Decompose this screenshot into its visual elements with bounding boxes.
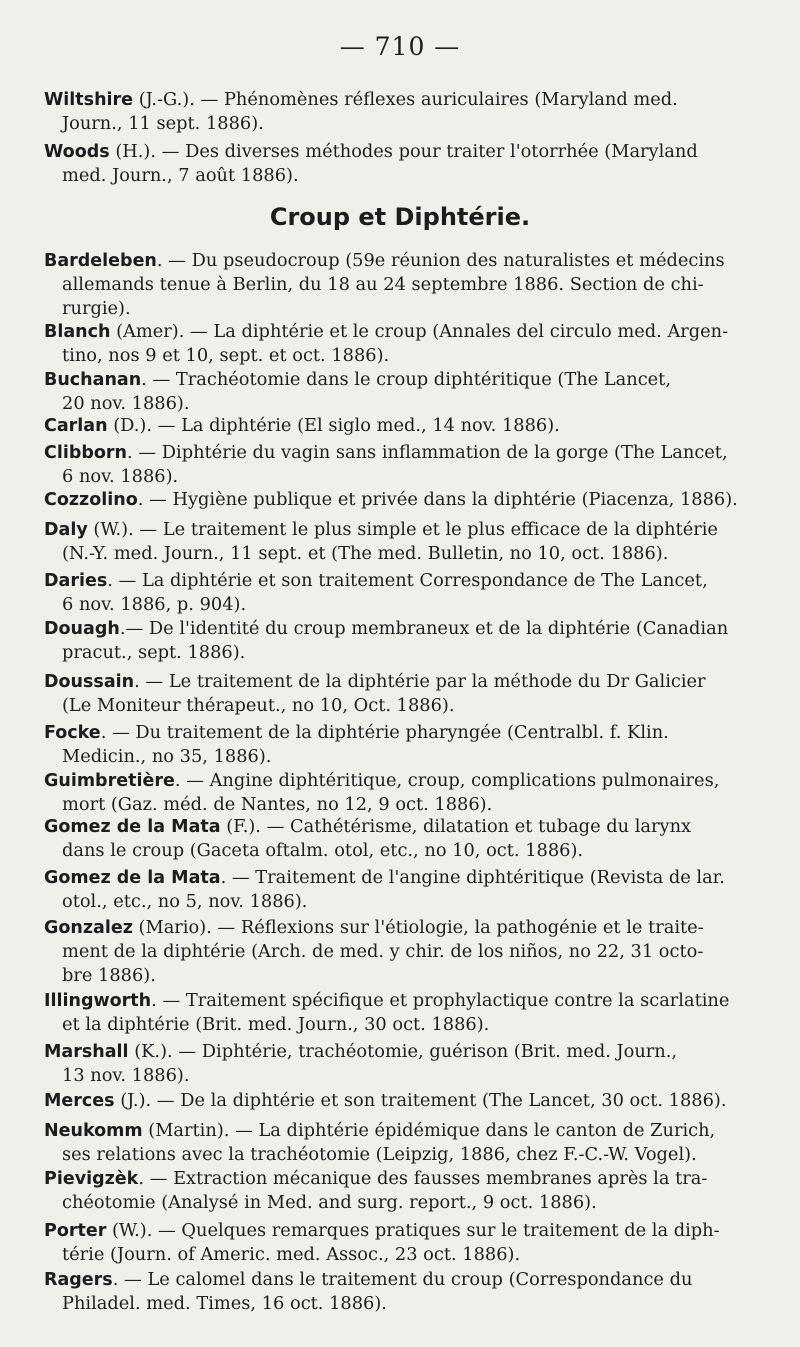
- entry-author: Woods: [44, 142, 110, 162]
- entry-line: [44, 140, 764, 164]
- entry-text: (Mario). — Réflexions sur l'étiologie, la pathogénie et le traite-: [132, 917, 704, 938]
- entry-text: . — Trachéotomie dans le croup diphtéritique (The Lancet,: [141, 369, 671, 390]
- bibliography-entry: [44, 441, 764, 489]
- entry-continuation: bre 1886).: [62, 965, 156, 986]
- entry-author: Gonzalez: [44, 918, 133, 938]
- entry-text: . — Diphtérie du vagin sans inflammation de la gorge (The Lancet,: [127, 442, 728, 463]
- entry-author: Bardeleben: [44, 251, 157, 271]
- entry-line: [44, 1268, 764, 1292]
- bibliography-entry: [44, 866, 764, 914]
- entry-text: (Martin). — La diphtérie épidémique dans le canton de Zurich,: [142, 1120, 716, 1141]
- bibliography-entry: [44, 569, 764, 617]
- entry-text: . — Le traitement de la diphtérie par la méthode du Dr Galicier: [134, 671, 706, 692]
- entry-continuation: chéotomie (Analysé in Med. and surg. report., 9 oct. 1886).: [62, 1192, 597, 1213]
- entry-line: [44, 368, 764, 392]
- entry-author: Daly: [44, 520, 88, 540]
- entry-text: . — Traitement de l'angine diphtéritique (Revista de lar.: [220, 867, 725, 888]
- entry-continuation: ses relations avec la trachéotomie (Leipzig, 1886, chez F.-C.-W. Vogel).: [62, 1144, 697, 1165]
- entry-continuation: 20 nov. 1886).: [62, 393, 190, 414]
- bibliography-entry: [44, 1119, 764, 1167]
- entry-author: Gomez de la Mata: [44, 868, 221, 888]
- entry-text: . — Extraction mécanique des fausses membranes après la tra-: [138, 1168, 708, 1189]
- entry-line: [44, 441, 764, 465]
- entry-continuation: 6 nov. 1886).: [62, 466, 179, 487]
- bibliography-entry: [44, 1167, 764, 1215]
- entry-line: [44, 320, 764, 344]
- entry-text: (F.). — Cathétérisme, dilatation et tubage du larynx: [220, 816, 692, 837]
- bibliography-entry: [44, 414, 764, 438]
- entry-line: [44, 569, 764, 593]
- entry-continuation: 6 nov. 1886, p. 904).: [62, 594, 247, 615]
- entry-author: Marshall: [44, 1042, 129, 1062]
- entry-text: (D.). — La diphtérie (El siglo med., 14 nov. 1886).: [107, 415, 560, 436]
- entry-line: [44, 721, 764, 745]
- entry-text: (W.). — Le traitement le plus simple et le plus efficace de la diphtérie: [87, 519, 718, 540]
- entry-continuation: otol., etc., no 5, nov. 1886).: [62, 891, 308, 912]
- entry-author: Daries: [44, 571, 108, 591]
- entry-continuation: allemands tenue à Berlin, du 18 au 24 septembre 1886. Section de chi-: [62, 274, 704, 295]
- entry-line: [44, 1167, 764, 1191]
- entry-continuation: 13 nov. 1886).: [62, 1065, 190, 1086]
- entry-continuation: ment de la diphtérie (Arch. de med. y chir. de los niños, no 22, 31 octo-: [62, 941, 704, 962]
- entry-line: [44, 1219, 764, 1243]
- entry-author: Porter: [44, 1221, 107, 1241]
- bibliography-entry: [44, 769, 764, 817]
- bibliography-entry: [44, 140, 764, 188]
- bibliography-entry: [44, 1219, 764, 1267]
- entry-author: Wiltshire: [44, 90, 134, 110]
- entry-text: (W.). — Quelques remarques pratiques sur le traitement de la diph-: [106, 1220, 720, 1241]
- entry-continuation: térie (Journ. of Americ. med. Assoc., 23 oct. 1886).: [62, 1244, 521, 1265]
- entry-line: [44, 518, 764, 542]
- entry-continuation: mort (Gaz. méd. de Nantes, no 12, 9 oct. 1886).: [62, 794, 493, 815]
- entry-continuation: (Le Moniteur thérapeut., no 10, Oct. 1886).: [62, 695, 455, 716]
- entry-line: [44, 989, 764, 1013]
- entry-continuation: pracut., sept. 1886).: [62, 642, 246, 663]
- bibliography-entry: [44, 88, 764, 136]
- bibliography-entry: [44, 518, 764, 566]
- bibliography-entry: [44, 670, 764, 718]
- entry-author: Doussain: [44, 672, 135, 692]
- entry-author: Carlan: [44, 416, 108, 436]
- entry-text: . — Traitement spécifique et prophylactique contre la scarlatine: [151, 990, 730, 1011]
- entry-line: [44, 815, 764, 839]
- entry-continuation: med. Journ., 7 août 1886).: [62, 165, 299, 186]
- entry-text: . — Du traitement de la diphtérie pharyngée (Centralbl. f. Klin.: [100, 722, 669, 743]
- entry-line: [44, 1119, 764, 1143]
- bibliography-entry: [44, 320, 764, 368]
- entry-text: .— De l'identité du croup membraneux et de la diphtérie (Canadian: [119, 618, 729, 639]
- bibliography-entry: [44, 1089, 764, 1113]
- entry-author: Merces: [44, 1091, 115, 1111]
- entry-line: [44, 916, 764, 940]
- entry-text: . — Du pseudocroup (59e réunion des naturalistes et médecins: [156, 250, 725, 271]
- bibliography-entry: [44, 1268, 764, 1316]
- entry-author: Douagh: [44, 619, 120, 639]
- entry-text: (H.). — Des diverses méthodes pour traiter l'otorrhée (Maryland: [109, 141, 698, 162]
- bibliography-entry: [44, 1040, 764, 1088]
- entry-text: . — Le calomel dans le traitement du croup (Correspondance du: [112, 1269, 693, 1290]
- entry-author: Clibborn: [44, 443, 128, 463]
- bibliography-entry: [44, 815, 764, 863]
- entry-line: [44, 1040, 764, 1064]
- entry-author: Neukomm: [44, 1121, 143, 1141]
- entry-continuation: dans le croup (Gaceta oftalm. otol, etc., no 10, oct. 1886).: [62, 840, 584, 861]
- entry-text: . — La diphtérie et son traitement Correspondance de The Lancet,: [107, 570, 708, 591]
- entry-line: [44, 249, 764, 273]
- entry-line: [44, 1089, 764, 1113]
- entry-text: . — Angine diphtéritique, croup, complications pulmonaires,: [174, 770, 720, 791]
- entry-line: [44, 88, 764, 112]
- entry-author: Illingworth: [44, 991, 152, 1011]
- entry-line: [44, 769, 764, 793]
- bibliography-entry: [44, 249, 764, 321]
- entry-continuation: Philadel. med. Times, 16 oct. 1886).: [62, 1293, 387, 1314]
- bibliography-entry: [44, 368, 764, 416]
- entry-line: [44, 414, 764, 438]
- entry-continuation: Medicin., no 35, 1886).: [62, 746, 272, 767]
- entry-text: (Amer). — La diphtérie et le croup (Annales del circulo med. Argen-: [110, 321, 729, 342]
- bibliography-entry: [44, 488, 764, 512]
- bibliography-entry: [44, 916, 764, 988]
- entry-author: Gomez de la Mata: [44, 817, 221, 837]
- entry-continuation: et la diphtérie (Brit. med. Journ., 30 oct. 1886).: [62, 1014, 490, 1035]
- entry-line: [44, 670, 764, 694]
- bibliography-entry: [44, 989, 764, 1037]
- page-number: — 710 —: [339, 32, 461, 61]
- entry-continuation: Journ., 11 sept. 1886).: [62, 113, 264, 134]
- entry-text: (K.). — Diphtérie, trachéotomie, guérison (Brit. med. Journ.,: [128, 1041, 678, 1062]
- entry-author: Guimbretière: [44, 771, 175, 791]
- entry-author: Ragers: [44, 1270, 113, 1290]
- bibliography-entry: [44, 721, 764, 769]
- section-heading: Croup et Diphtérie.: [269, 203, 531, 231]
- entry-author: Focke: [44, 723, 101, 743]
- entry-continuation: (N.-Y. med. Journ., 11 sept. et (The med. Bulletin, no 10, oct. 1886).: [62, 543, 669, 564]
- entry-author: Cozzolino: [44, 490, 138, 510]
- entry-line: [44, 488, 764, 512]
- entry-continuation: tino, nos 9 et 10, sept. et oct. 1886).: [62, 345, 390, 366]
- entry-line: [44, 866, 764, 890]
- entry-author: Pievigzèk: [44, 1169, 139, 1189]
- entry-author: Blanch: [44, 322, 111, 342]
- entry-text: (J.). — De la diphtérie et son traitement (The Lancet, 30 oct. 1886).: [114, 1090, 727, 1111]
- entry-text: . — Hygiène publique et privée dans la diphtérie (Piacenza, 1886).: [137, 489, 738, 510]
- entry-author: Buchanan: [44, 370, 142, 390]
- entry-text: (J.-G.). — Phénomènes réflexes auriculaires (Maryland med.: [133, 89, 678, 110]
- entry-continuation: rurgie).: [62, 298, 131, 319]
- entry-line: [44, 617, 764, 641]
- bibliography-entry: [44, 617, 764, 665]
